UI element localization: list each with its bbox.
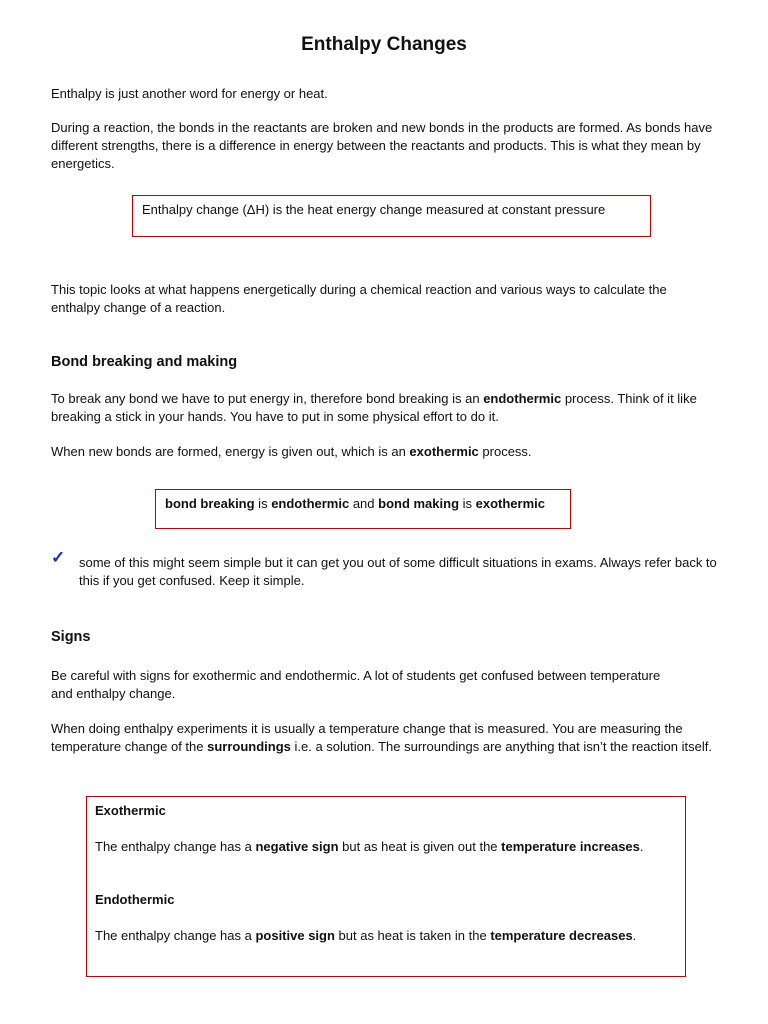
intro-paragraph-2: During a reaction, the bonds in the reactants are broken and new bonds in the products are formed. As bonds have different strengths, there is a difference in energy between the reactants and products. This is what they mean by energetics.: [51, 120, 713, 171]
definition-box: [132, 195, 651, 237]
exothermic-text: The enthalpy change has a negative sign but as heat is given out the temperature increases.: [95, 839, 644, 854]
checkmark-icon: ✓: [51, 548, 66, 567]
bond-breaking-paragraph: To break any bond we have to put energy in, therefore bond breaking is an endothermic process. Think of it like breaking a stick in your hands. You have to put in some physical effort to do it.: [51, 391, 697, 424]
signs-section-heading: Signs: [51, 629, 91, 645]
summary-text: bond breaking is endothermic and bond making is exothermic: [165, 496, 546, 511]
signs-paragraph-2: When doing enthalpy experiments it is usually a temperature change that is measured. You are measuring the temperature change of the surroundings i.e. a solution. The surroundings are anything that isn’t the reaction itself.: [51, 721, 712, 754]
topic-paragraph: This topic looks at what happens energetically during a chemical reaction and various ways to calculate the enthalpy change of a reaction.: [51, 282, 667, 315]
bond-section-heading: Bond breaking and making: [51, 354, 238, 370]
intro-paragraph-1: Enthalpy is just another word for energy or heat.: [51, 86, 328, 101]
signs-box: [86, 796, 686, 977]
definition-text: Enthalpy change (ΔH) is the heat energy change measured at constant pressure: [142, 202, 606, 217]
signs-paragraph-1: Be careful with signs for exothermic and endothermic. A lot of students get confused between temperature and enthalpy change.: [51, 668, 661, 701]
bond-making-paragraph: When new bonds are formed, energy is given out, which is an exothermic process.: [51, 444, 532, 459]
tip-paragraph: some of this might seem simple but it can get you out of some difficult situations in exams. Always refer back to this if you get confused. Keep it simple.: [79, 555, 717, 588]
exothermic-title: Exothermic: [95, 803, 166, 818]
summary-box: [155, 489, 571, 529]
endothermic-title: Endothermic: [95, 892, 175, 907]
page-title: Enthalpy Changes: [301, 34, 467, 55]
endothermic-text: The enthalpy change has a positive sign but as heat is taken in the temperature decreases.: [95, 928, 637, 943]
